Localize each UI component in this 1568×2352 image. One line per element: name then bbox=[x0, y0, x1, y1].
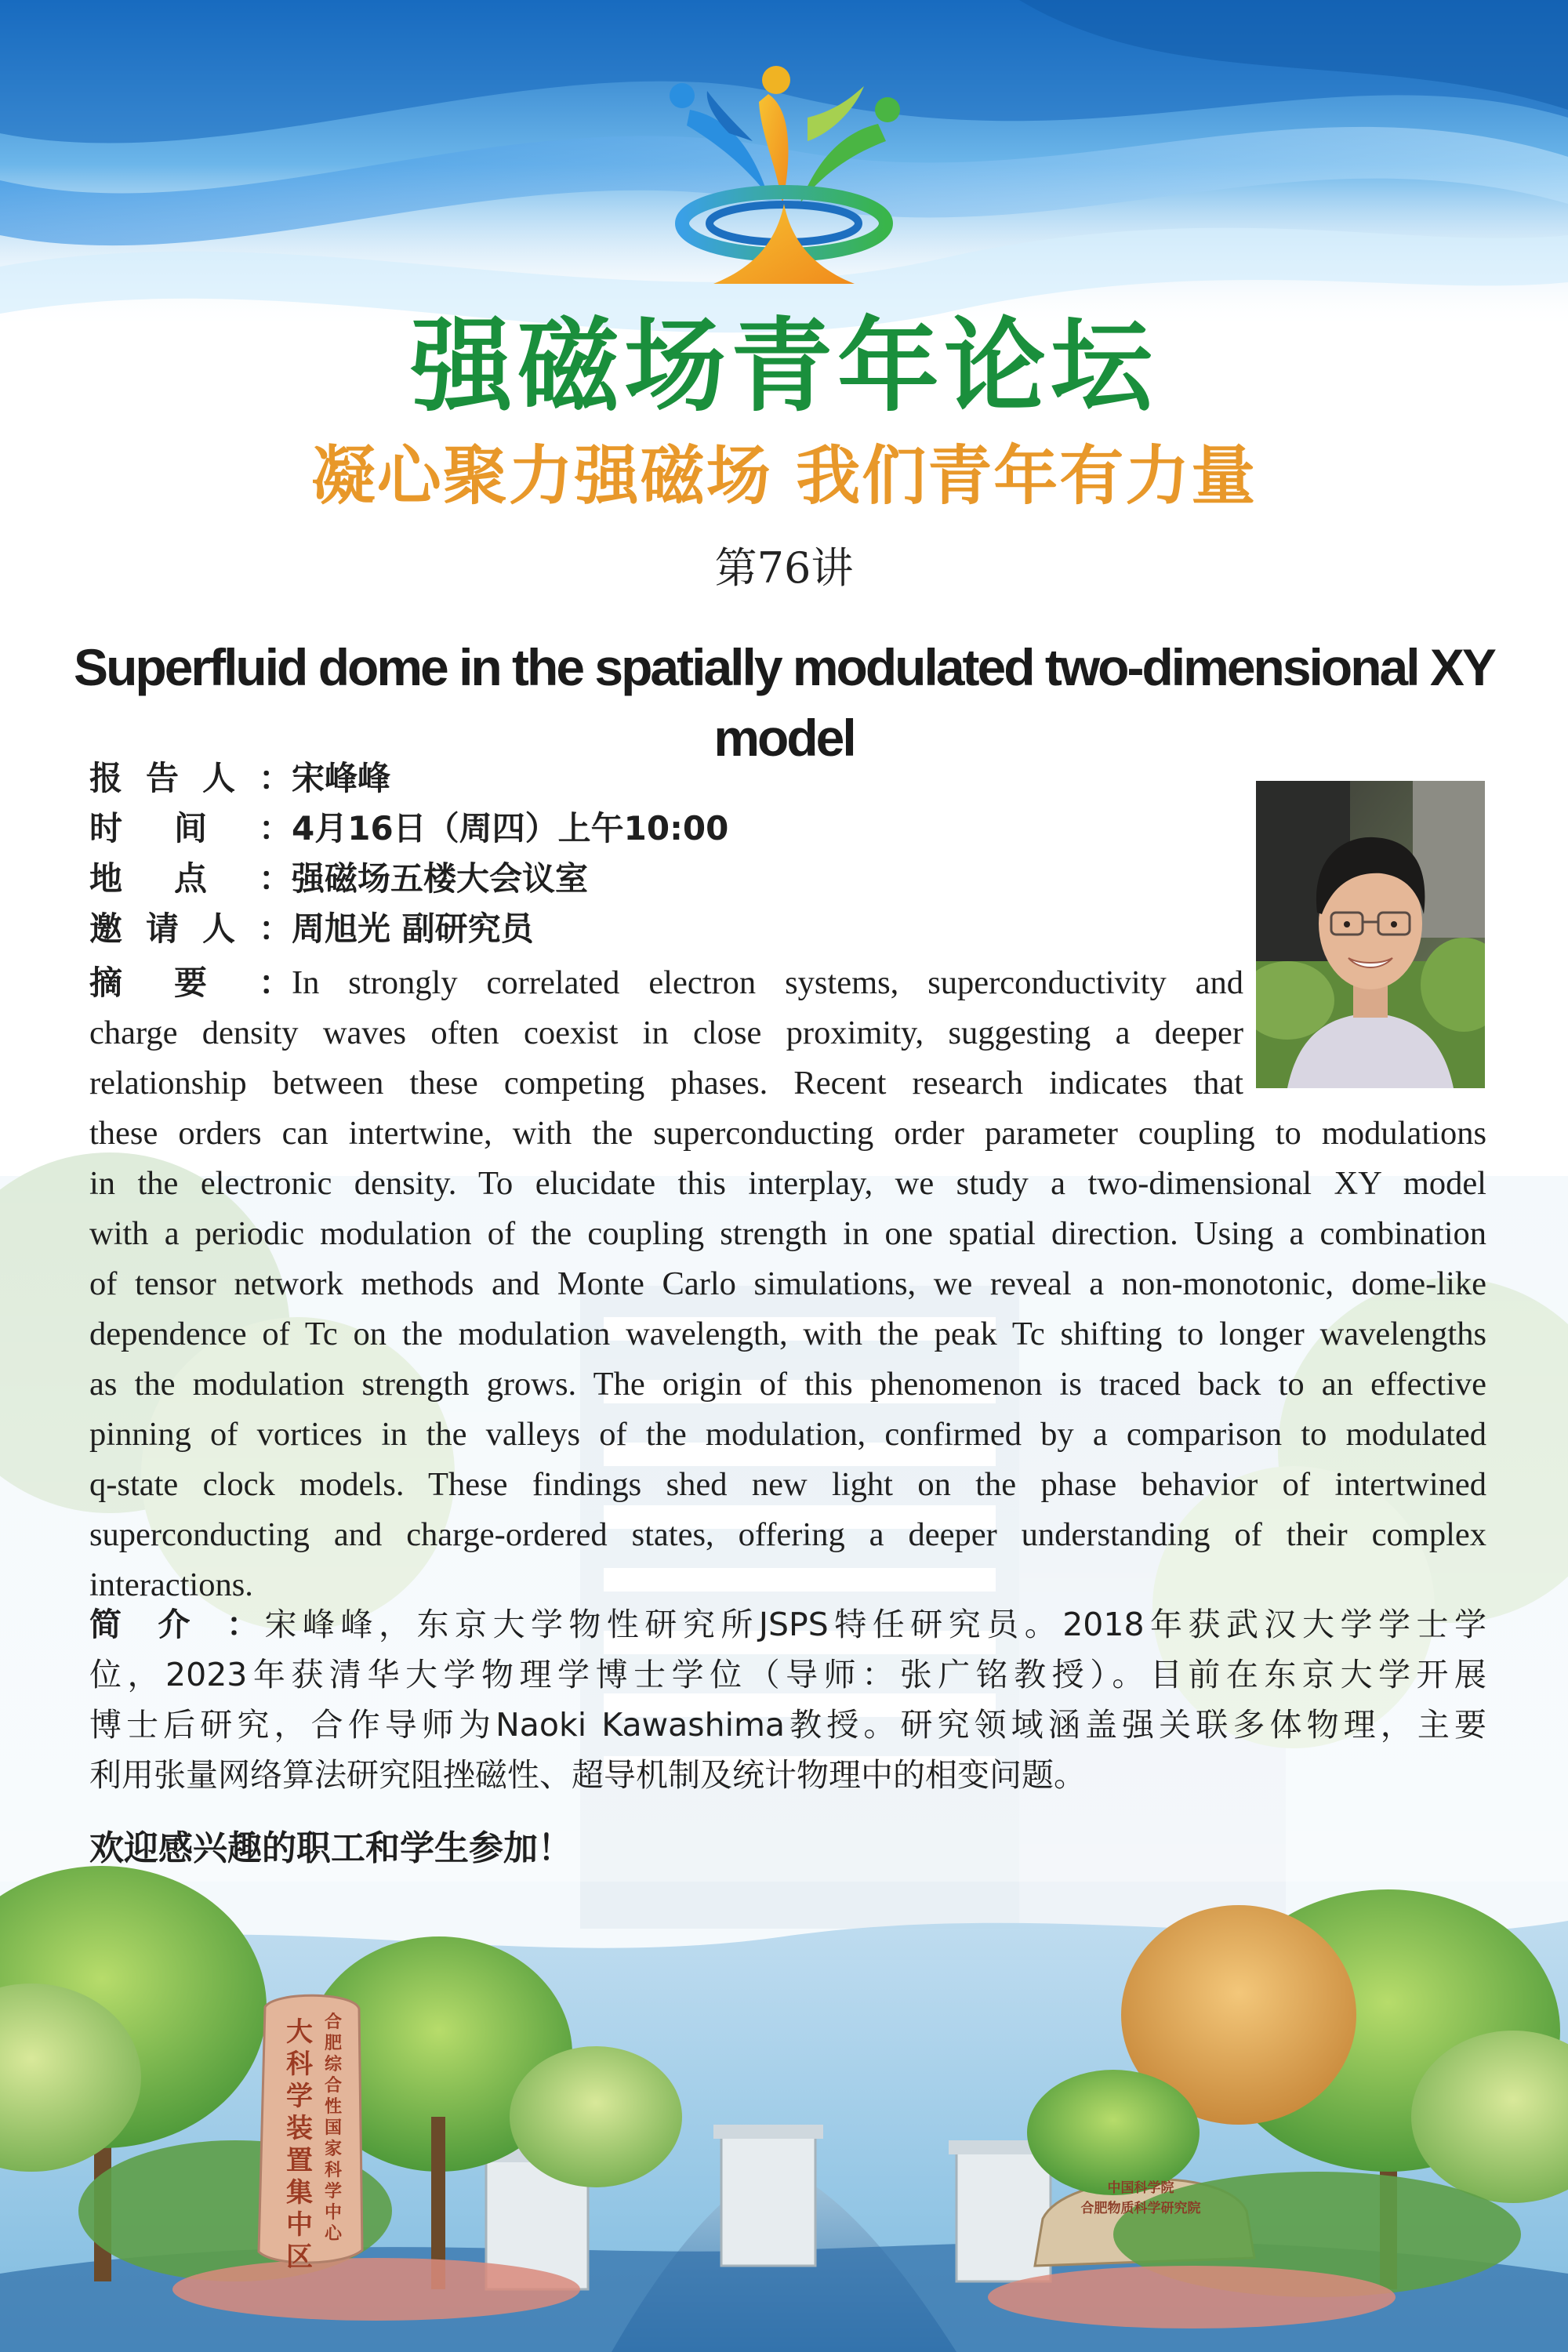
inviter-label: 邀请人： bbox=[89, 909, 292, 948]
location-row bbox=[89, 855, 588, 903]
abstract-line-11: q-state clock models. These findings shed new light on the phase behavior of intertwined bbox=[89, 1466, 1486, 1503]
abstract-line-10: pinning of vortices in the valleys of the modulation, confirmed by a comparison to modulated bbox=[89, 1416, 1486, 1453]
abstract-label: 摘要： bbox=[89, 964, 292, 1002]
bio-line-3: 博士后研究，合作导师为Naoki Kawashima教授。研究领域涵盖强关联多体物理，主要 bbox=[89, 1706, 1486, 1744]
bio-line-2: 位，2023年获清华大学物理学博士学位（导师：张广铭教授）。目前在东京大学开展 bbox=[89, 1656, 1486, 1693]
abstract-line-9: as the modulation strength grows. The origin of this phenomenon is traced back to an effective bbox=[89, 1366, 1486, 1403]
speaker-label: 报告人： bbox=[89, 759, 292, 797]
forum-logo-icon bbox=[659, 63, 909, 290]
bio-label: 简介： bbox=[89, 1606, 259, 1643]
abstract-line-4: these orders can intertwine, with the superconducting order parameter coupling to modulations bbox=[89, 1115, 1486, 1152]
abstract-line-1 bbox=[89, 958, 1243, 1008]
inviter-value: 周旭光 副研究员 bbox=[292, 909, 534, 948]
time-label: 时间： bbox=[89, 809, 292, 848]
abstract-line-13: interactions. bbox=[89, 1566, 253, 1603]
lecture-number: 第76讲 bbox=[714, 543, 854, 593]
welcome-message: 欢迎感兴趣的职工和学生参加！ bbox=[89, 1828, 572, 1868]
bio-text: 宋峰峰，东京大学物性研究所JSPS特任研究员。2018年获武汉大学学士学 bbox=[259, 1606, 1486, 1643]
time-value: 4月16日（周四）上午10:00 bbox=[292, 809, 729, 848]
forum-slogan: 凝心聚力强磁场 我们青年有力量 bbox=[310, 439, 1258, 514]
abstract-line-3: relationship between these competing phases. Recent research indicates that bbox=[89, 1065, 1243, 1102]
stone-line-1: 合肥综合性国家科学中心 bbox=[324, 2013, 342, 2244]
abstract-line-12: superconducting and charge-ordered states, offering a deeper understanding of their complex bbox=[89, 1516, 1486, 1553]
location-label: 地点： bbox=[89, 859, 292, 898]
abstract-line-5: in the electronic density. To elucidate this interplay, we study a two-dimensional XY model bbox=[89, 1165, 1486, 1202]
abstract-line-7: of tensor network methods and Monte Carlo simulations, we reveal a non-monotonic, dome-like bbox=[89, 1265, 1486, 1302]
abstract-line-8: dependence of Tc on the modulation wavelength, with the peak Tc shifting to longer wavelengths bbox=[89, 1316, 1486, 1352]
forum-title: 强磁场青年论坛 bbox=[410, 307, 1157, 426]
abstract-line-6: with a periodic modulation of the coupling strength in one spatial direction. Using a combination bbox=[89, 1215, 1486, 1252]
bio-line-1 bbox=[89, 1599, 1486, 1650]
inviter-row bbox=[89, 905, 534, 953]
gate-sign-line-1: 中国科学院 bbox=[1107, 2180, 1174, 2196]
abstract-text: In strongly correlated electron systems, superconductivity and bbox=[292, 964, 1243, 1001]
speaker-row bbox=[89, 754, 390, 803]
location-value: 强磁场五楼大会议室 bbox=[292, 859, 589, 898]
stone-line-2: 大科学装置集中区 bbox=[286, 2016, 313, 2273]
gate-sign bbox=[1051, 2178, 1231, 2219]
speaker-value: 宋峰峰 bbox=[292, 759, 391, 797]
abstract-line-2: charge density waves often coexist in close proximity, suggesting a deeper bbox=[89, 1014, 1243, 1051]
stone-inscription bbox=[259, 2012, 359, 2273]
bio-line-4: 利用张量网络算法研究阻挫磁性、超导机制及统计物理中的相变问题。 bbox=[89, 1756, 1086, 1794]
time-row bbox=[89, 804, 728, 853]
speaker-portrait bbox=[1256, 781, 1485, 1088]
gate-sign-line-2: 合肥物质科学研究院 bbox=[1080, 2201, 1201, 2216]
talk-title: Superfluid dome in the spatially modulated two-dimensional XY model bbox=[74, 638, 1494, 767]
